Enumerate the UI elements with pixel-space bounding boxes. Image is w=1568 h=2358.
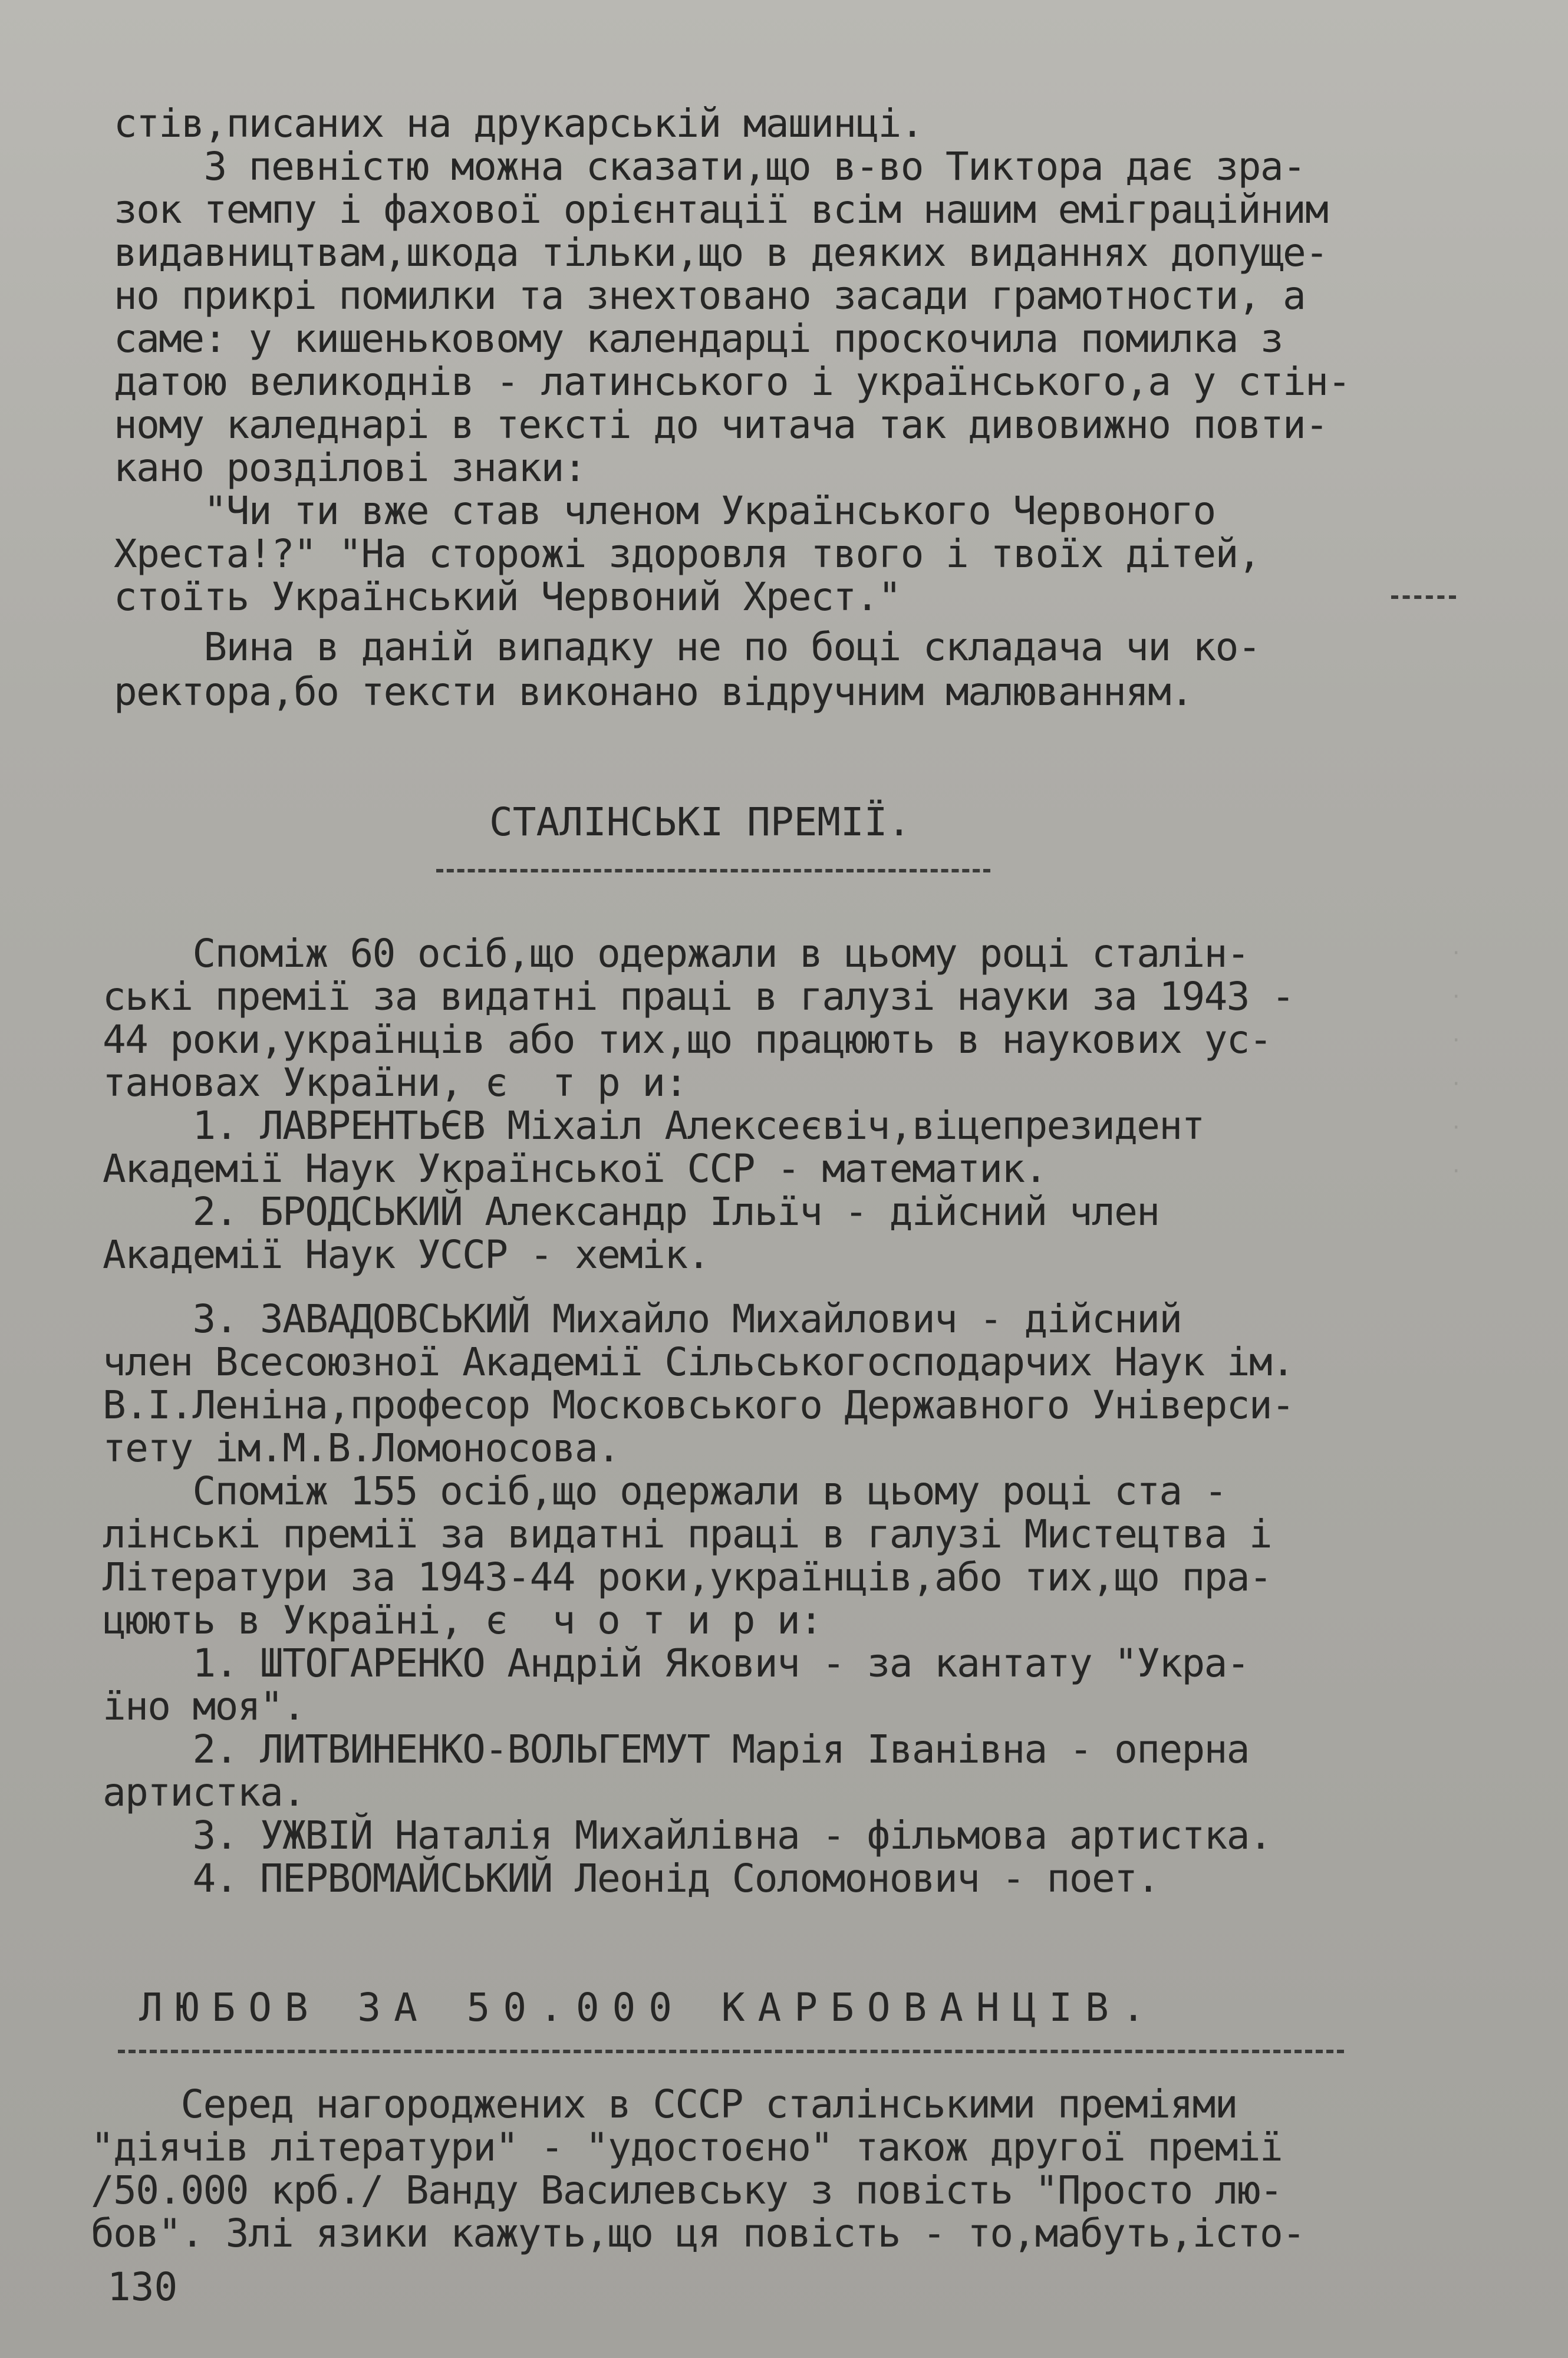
text-line: 3. ЗАВАДОВСЬКИЙ Михайло Михайлович - дійсний — [103, 1296, 1182, 1342]
text-line: тановах України, є т р и: — [103, 1060, 687, 1105]
text-line: /50.000 крб./ Ванду Василевську з повість "Просто лю- — [91, 2168, 1283, 2213]
text-line: Літератури за 1943-44 роки,українців,або тих,що пра- — [103, 1555, 1272, 1600]
text-line: датою великоднів - латинського і українського,а у стін- — [114, 359, 1350, 404]
text-line: 4. ПЕРВОМАЙСЬКИЙ Леонід Соломонович - поет. — [103, 1856, 1159, 1901]
text-line: З певністю можна сказати,що в-во Тиктора дає зра- — [114, 144, 1306, 189]
bleed-through-shadow: · · · · · · — [1450, 941, 1462, 1183]
text-line: саме: у кишеньковому календарці проскочила помилка з — [114, 316, 1283, 361]
text-line: цюють в Україні, є ч о т и р и: — [103, 1598, 822, 1643]
text-line: Споміж 60 осіб,що одержали в цьому році сталін- — [103, 931, 1249, 976]
text-line: Хреста!?" "На сторожі здоровля твого і твоїх дітей, — [114, 531, 1260, 577]
text-line: Академії Наук УССР - хемік. — [103, 1232, 710, 1277]
text-line: Вина в даній випадку не по боці складача чи ко- — [114, 624, 1260, 670]
text-line: бов". Злі язики кажуть,що ця повість - то,мабуть,істо- — [91, 2211, 1305, 2256]
text-line: кано розділові знаки: — [114, 445, 586, 490]
text-line: артистка. — [103, 1770, 305, 1815]
page-number: 130 — [107, 2264, 178, 2310]
text-line: стоїть Український Червоний Хрест." — [114, 574, 901, 620]
text-line: зок темпу і фахової орієнтації всім нашим еміграційним — [114, 187, 1328, 232]
text-line: но прикрі помилки та знехтовано засади грамотности, а — [114, 273, 1306, 318]
text-line: ські премії за видатні праці в галузі науки за 1943 - — [103, 974, 1294, 1019]
text-line: Споміж 155 осіб,що одержали в цьому році ста - — [103, 1468, 1227, 1514]
text-line: "Чи ти вже став членом Українського Червоного — [114, 488, 1215, 533]
text-line: В.І.Леніна,професор Московського Державного Універси- — [103, 1382, 1294, 1428]
section-heading: СТАЛІНСЬКІ ПРЕМІЇ. — [489, 799, 911, 845]
heading-underline — [436, 869, 990, 872]
text-line: 44 роки,українців або тих,що працюють в наукових ус- — [103, 1017, 1272, 1062]
text-line: їно моя". — [103, 1684, 305, 1729]
section-heading: ЛЮБОВ ЗА 50.000 КАРБОВАНЦІВ. — [139, 1985, 1158, 2030]
text-line: член Всесоюзної Академії Сільськогосподарчих Наук ім. — [103, 1339, 1294, 1385]
text-line: 1. ШТОГАРЕНКО Андрій Якович - за кантату "Укра- — [103, 1641, 1249, 1686]
text-line: лінські премії за видатні праці в галузі Мистецтва і — [103, 1511, 1272, 1557]
text-line: 1. ЛАВРЕНТЬЄВ Міхаіл Алексеєвіч,віцепрезидент — [103, 1103, 1204, 1148]
text-line: ректора,бо тексти виконано відручним малюванням. — [114, 669, 1193, 714]
text-line: ному каледнарі в тексті до читача так дивовижно повти- — [114, 402, 1328, 447]
text-line: 3. УЖВІЙ Наталія Михайлівна - фільмова артистка. — [103, 1813, 1272, 1858]
text-line: Серед нагороджених в СССР сталінськими преміями — [91, 2082, 1237, 2127]
text-line: "діячів літератури" - "удостоєно" також другої премії — [91, 2125, 1283, 2170]
text-line: стів,писаних на друкарській машинці. — [114, 101, 923, 146]
text-line: Академії Наук Української ССР - математик. — [103, 1146, 1047, 1191]
text-line: тету ім.М.В.Ломоносова. — [103, 1425, 620, 1471]
dash-rule — [1391, 595, 1456, 599]
text-line: 2. ЛИТВИНЕНКО-ВОЛЬГЕМУТ Марія Іванівна - оперна — [103, 1727, 1249, 1772]
text-line: 2. БРОДСЬКИЙ Александр Ільїч - дійсний член — [103, 1189, 1159, 1234]
text-line: видавництвам,шкода тільки,що в деяких виданнях допуще- — [114, 230, 1328, 275]
heading-underline — [118, 2050, 1344, 2053]
